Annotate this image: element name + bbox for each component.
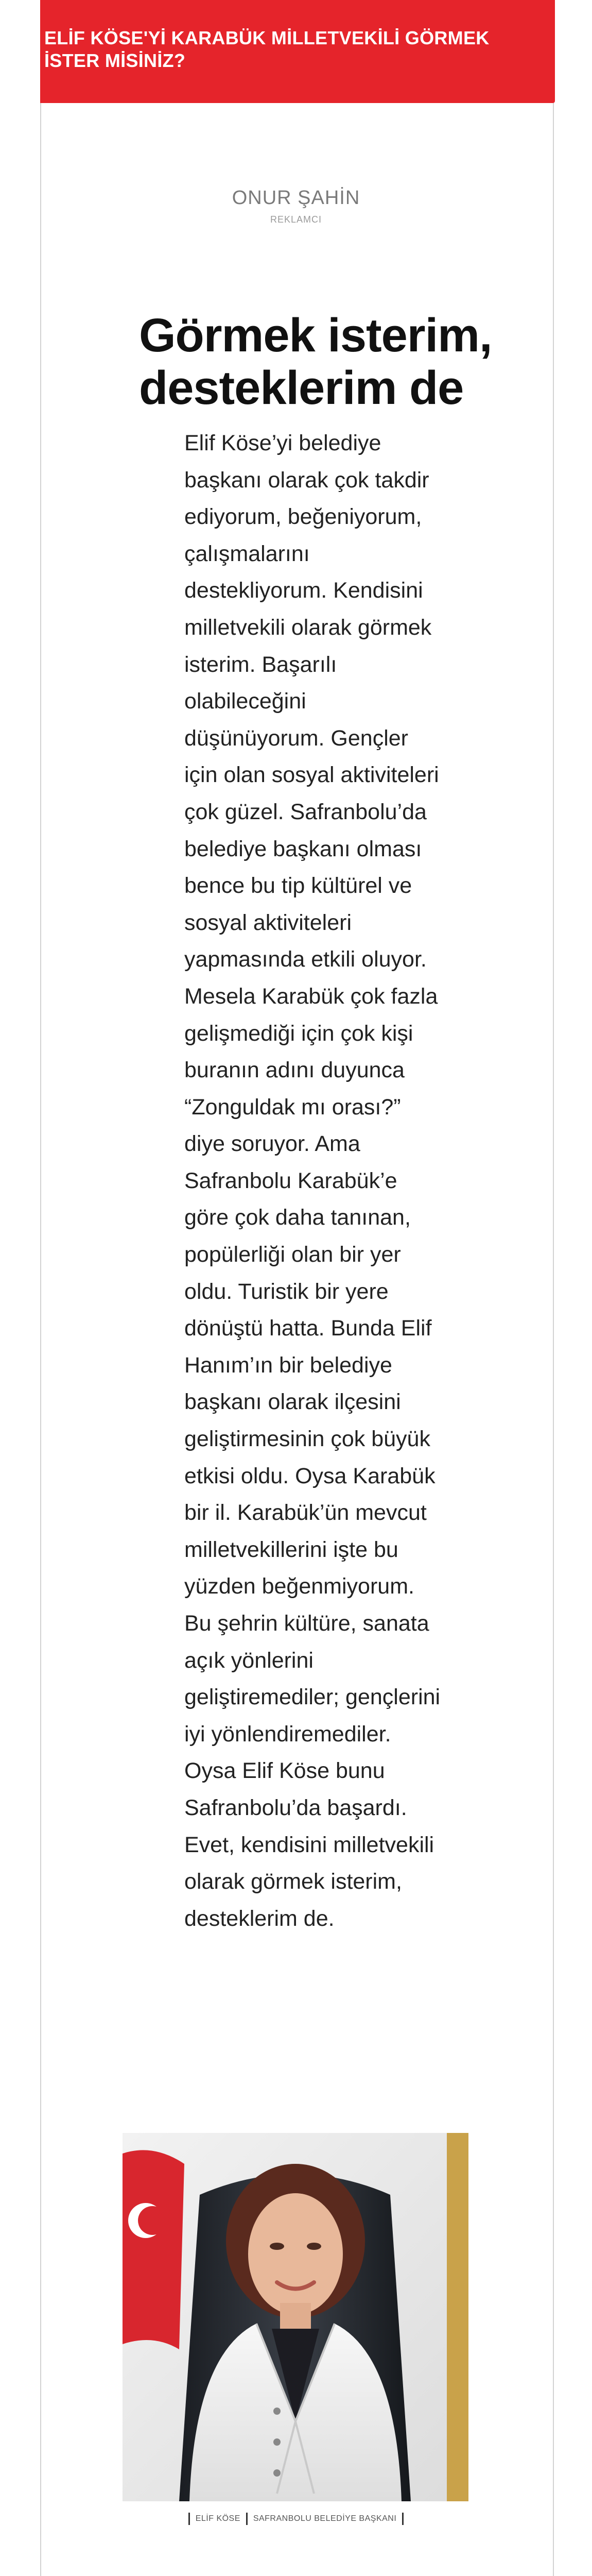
author-role: REKLAMCI [270, 214, 322, 225]
caption-divider [402, 2513, 404, 2525]
banner-title: ELİF KÖSE'Yİ KARABÜK MİLLETVEKİLİ GÖRMEK İSTER MİSİNİZ? [44, 27, 490, 71]
portrait-illustration [123, 2133, 468, 2501]
caption-divider [246, 2513, 248, 2525]
article-body: Elif Köse’yi belediye başkanı olarak çok takdir ediyorum, beğeniyorum, çalışmalarını destekliyorum. Kendisini milletvekili olarak görmek isterim. Başarılı olabileceğini düşünüyorum. Gençler için olan sosyal aktiviteleri çok güzel. Safranbolu’da belediye başkanı olması bence bu tip kültürel ve sosyal aktiviteleri yapmasında etkili oluyor. Mesela Karabük çok fazla gelişmediği için çok kişi buranın adını duyunca “Zonguldak mı orası?” diye soruyor. Ama Safranbolu Karabük’e göre çok daha tanınan, popülerliği olan bir yer oldu. Turistik bir yere dönüştü hatta. Bunda Elif Hanım’ın bir belediye başkanı olarak ilçesini geliştirmesinin çok büyük etkisi oldu. Oysa Karabük bir il. Karabük’ün mevcut milletvekillerini işte bu yüzden beğenmiyorum. Bu şehrin kültüre, sanata açık yönlerini geliştiremediler; gençlerini iyi yönlendiremediler. Oysa Elif Köse bunu Safranbolu’da başardı. Evet, kendisini milletvekili olarak görmek isterim, desteklerim de. [184, 431, 441, 1931]
caption-divider [188, 2513, 190, 2525]
flag-shape [123, 2150, 184, 2349]
caption-title: SAFRANBOLU BELEDİYE BAŞKANI [253, 2514, 397, 2523]
article-headline [139, 309, 530, 414]
headline-line-2: desteklerim de [139, 362, 464, 414]
caption-name: ELİF KÖSE [195, 2514, 240, 2523]
portrait-photo [123, 2133, 468, 2501]
author-name: ONUR ŞAHİN [232, 187, 360, 209]
headline-line-1: Görmek isterim, [139, 309, 492, 362]
photo-caption [0, 2513, 592, 2525]
